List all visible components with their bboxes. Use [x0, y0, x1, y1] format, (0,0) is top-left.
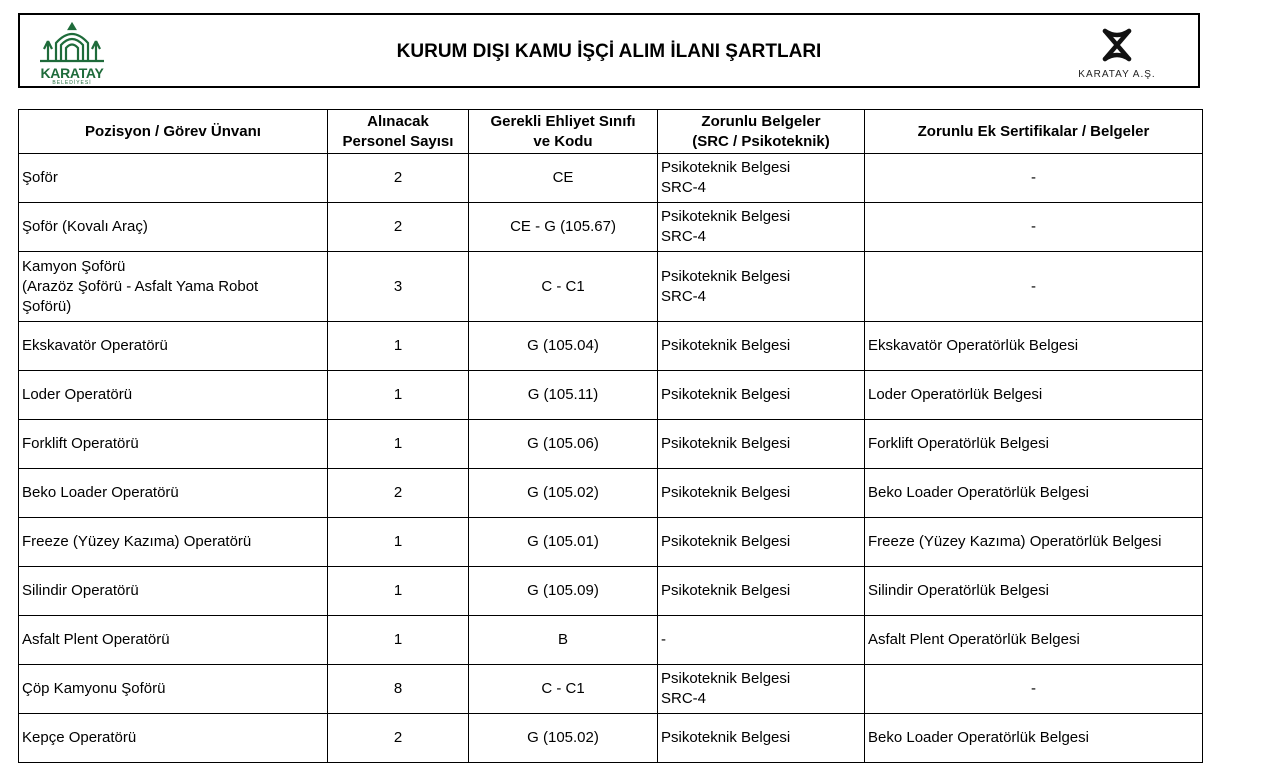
cell-documents: Psikoteknik Belgesi SRC-4 — [658, 252, 865, 322]
table-row — [19, 469, 1203, 518]
cell-position: Beko Loader Operatörü — [19, 469, 328, 518]
cell-license: G (105.11) — [469, 371, 658, 420]
table-row — [19, 420, 1203, 469]
cell-documents: Psikoteknik Belgesi SRC-4 — [658, 665, 865, 714]
page-title: KURUM DIŞI KAMU İŞÇİ ALIM İLANI ŞARTLARI — [396, 41, 822, 62]
table-row — [19, 567, 1203, 616]
cell-position: Loder Operatörü — [19, 371, 328, 420]
cell-extra: - — [865, 203, 1203, 252]
cell-count: 2 — [328, 469, 469, 518]
document-header — [18, 13, 1200, 88]
table-row — [19, 371, 1203, 420]
cell-license: G (105.04) — [469, 322, 658, 371]
cell-license: G (105.02) — [469, 469, 658, 518]
cell-documents: Psikoteknik Belgesi — [658, 518, 865, 567]
cell-count: 1 — [328, 322, 469, 371]
cell-documents: Psikoteknik Belgesi — [658, 567, 865, 616]
cell-documents: Psikoteknik Belgesi — [658, 371, 865, 420]
cell-position: Şoför (Kovalı Araç) — [19, 203, 328, 252]
cell-extra: Asfalt Plent Operatörlük Belgesi — [865, 616, 1203, 665]
cell-position: Ekskavatör Operatörü — [19, 322, 328, 371]
column-header-extra-certificates: Zorunlu Ek Sertifikalar / Belgeler — [865, 110, 1203, 154]
cell-documents: Psikoteknik Belgesi — [658, 714, 865, 763]
cell-extra: Forklift Operatörlük Belgesi — [865, 420, 1203, 469]
left-logo-brand: KARATAY — [40, 65, 104, 81]
cell-documents: - — [658, 616, 865, 665]
cell-documents: Psikoteknik Belgesi SRC-4 — [658, 154, 865, 203]
left-logo-sub: BELEDİYESİ — [52, 80, 92, 86]
cell-license: G (105.02) — [469, 714, 658, 763]
cell-extra: Ekskavatör Operatörlük Belgesi — [865, 322, 1203, 371]
cell-count: 1 — [328, 616, 469, 665]
cell-count: 1 — [328, 518, 469, 567]
cell-extra: Beko Loader Operatörlük Belgesi — [865, 714, 1203, 763]
table-row — [19, 322, 1203, 371]
cell-count: 8 — [328, 665, 469, 714]
cell-count: 2 — [328, 154, 469, 203]
cell-position: Freeze (Yüzey Kazıma) Operatörü — [19, 518, 328, 567]
requirements-table — [18, 109, 1203, 763]
cell-position: Silindir Operatörü — [19, 567, 328, 616]
cell-documents: Psikoteknik Belgesi — [658, 322, 865, 371]
cell-extra: Beko Loader Operatörlük Belgesi — [865, 469, 1203, 518]
table-row — [19, 203, 1203, 252]
table-row — [19, 616, 1203, 665]
column-header-documents: Zorunlu Belgeler (SRC / Psikoteknik) — [658, 110, 865, 154]
right-logo-caption: KARATAY A.Ş. — [1078, 69, 1156, 80]
cell-license: G (105.06) — [469, 420, 658, 469]
table-row — [19, 665, 1203, 714]
table-header-row — [19, 110, 1203, 154]
column-header-position: Pozisyon / Görev Ünvanı — [19, 110, 328, 154]
cell-license: C - C1 — [469, 665, 658, 714]
cell-documents: Psikoteknik Belgesi SRC-4 — [658, 203, 865, 252]
cell-documents: Psikoteknik Belgesi — [658, 420, 865, 469]
cell-position: Çöp Kamyonu Şoförü — [19, 665, 328, 714]
cell-position: Forklift Operatörü — [19, 420, 328, 469]
cell-position: Şoför — [19, 154, 328, 203]
cell-position: Kamyon Şoförü (Arazöz Şoförü - Asfalt Yama Robot Şoförü) — [19, 252, 328, 322]
table-row — [19, 252, 1203, 322]
cell-extra: - — [865, 154, 1203, 203]
cell-extra: Loder Operatörlük Belgesi — [865, 371, 1203, 420]
cell-license: B — [469, 616, 658, 665]
table-row — [19, 518, 1203, 567]
cell-extra: Freeze (Yüzey Kazıma) Operatörlük Belgesi — [865, 518, 1203, 567]
cell-count: 1 — [328, 567, 469, 616]
cell-documents: Psikoteknik Belgesi — [658, 469, 865, 518]
knot-emblem-icon — [1097, 25, 1137, 65]
table-row — [19, 154, 1203, 203]
cell-count: 1 — [328, 420, 469, 469]
cell-count: 3 — [328, 252, 469, 322]
cell-count: 2 — [328, 714, 469, 763]
cell-extra: - — [865, 252, 1203, 322]
cell-count: 1 — [328, 371, 469, 420]
table-row — [19, 714, 1203, 763]
cell-extra: Silindir Operatörlük Belgesi — [865, 567, 1203, 616]
karatay-as-logo — [1072, 25, 1162, 83]
cell-license: CE — [469, 154, 658, 203]
cell-license: G (105.09) — [469, 567, 658, 616]
cell-count: 2 — [328, 203, 469, 252]
cell-extra: - — [865, 665, 1203, 714]
column-header-count: Alınacak Personel Sayısı — [328, 110, 469, 154]
column-header-license: Gerekli Ehliyet Sınıfı ve Kodu — [469, 110, 658, 154]
cell-license: C - C1 — [469, 252, 658, 322]
cell-license: CE - G (105.67) — [469, 203, 658, 252]
cell-position: Asfalt Plent Operatörü — [19, 616, 328, 665]
cell-license: G (105.01) — [469, 518, 658, 567]
cell-position: Kepçe Operatörü — [19, 714, 328, 763]
